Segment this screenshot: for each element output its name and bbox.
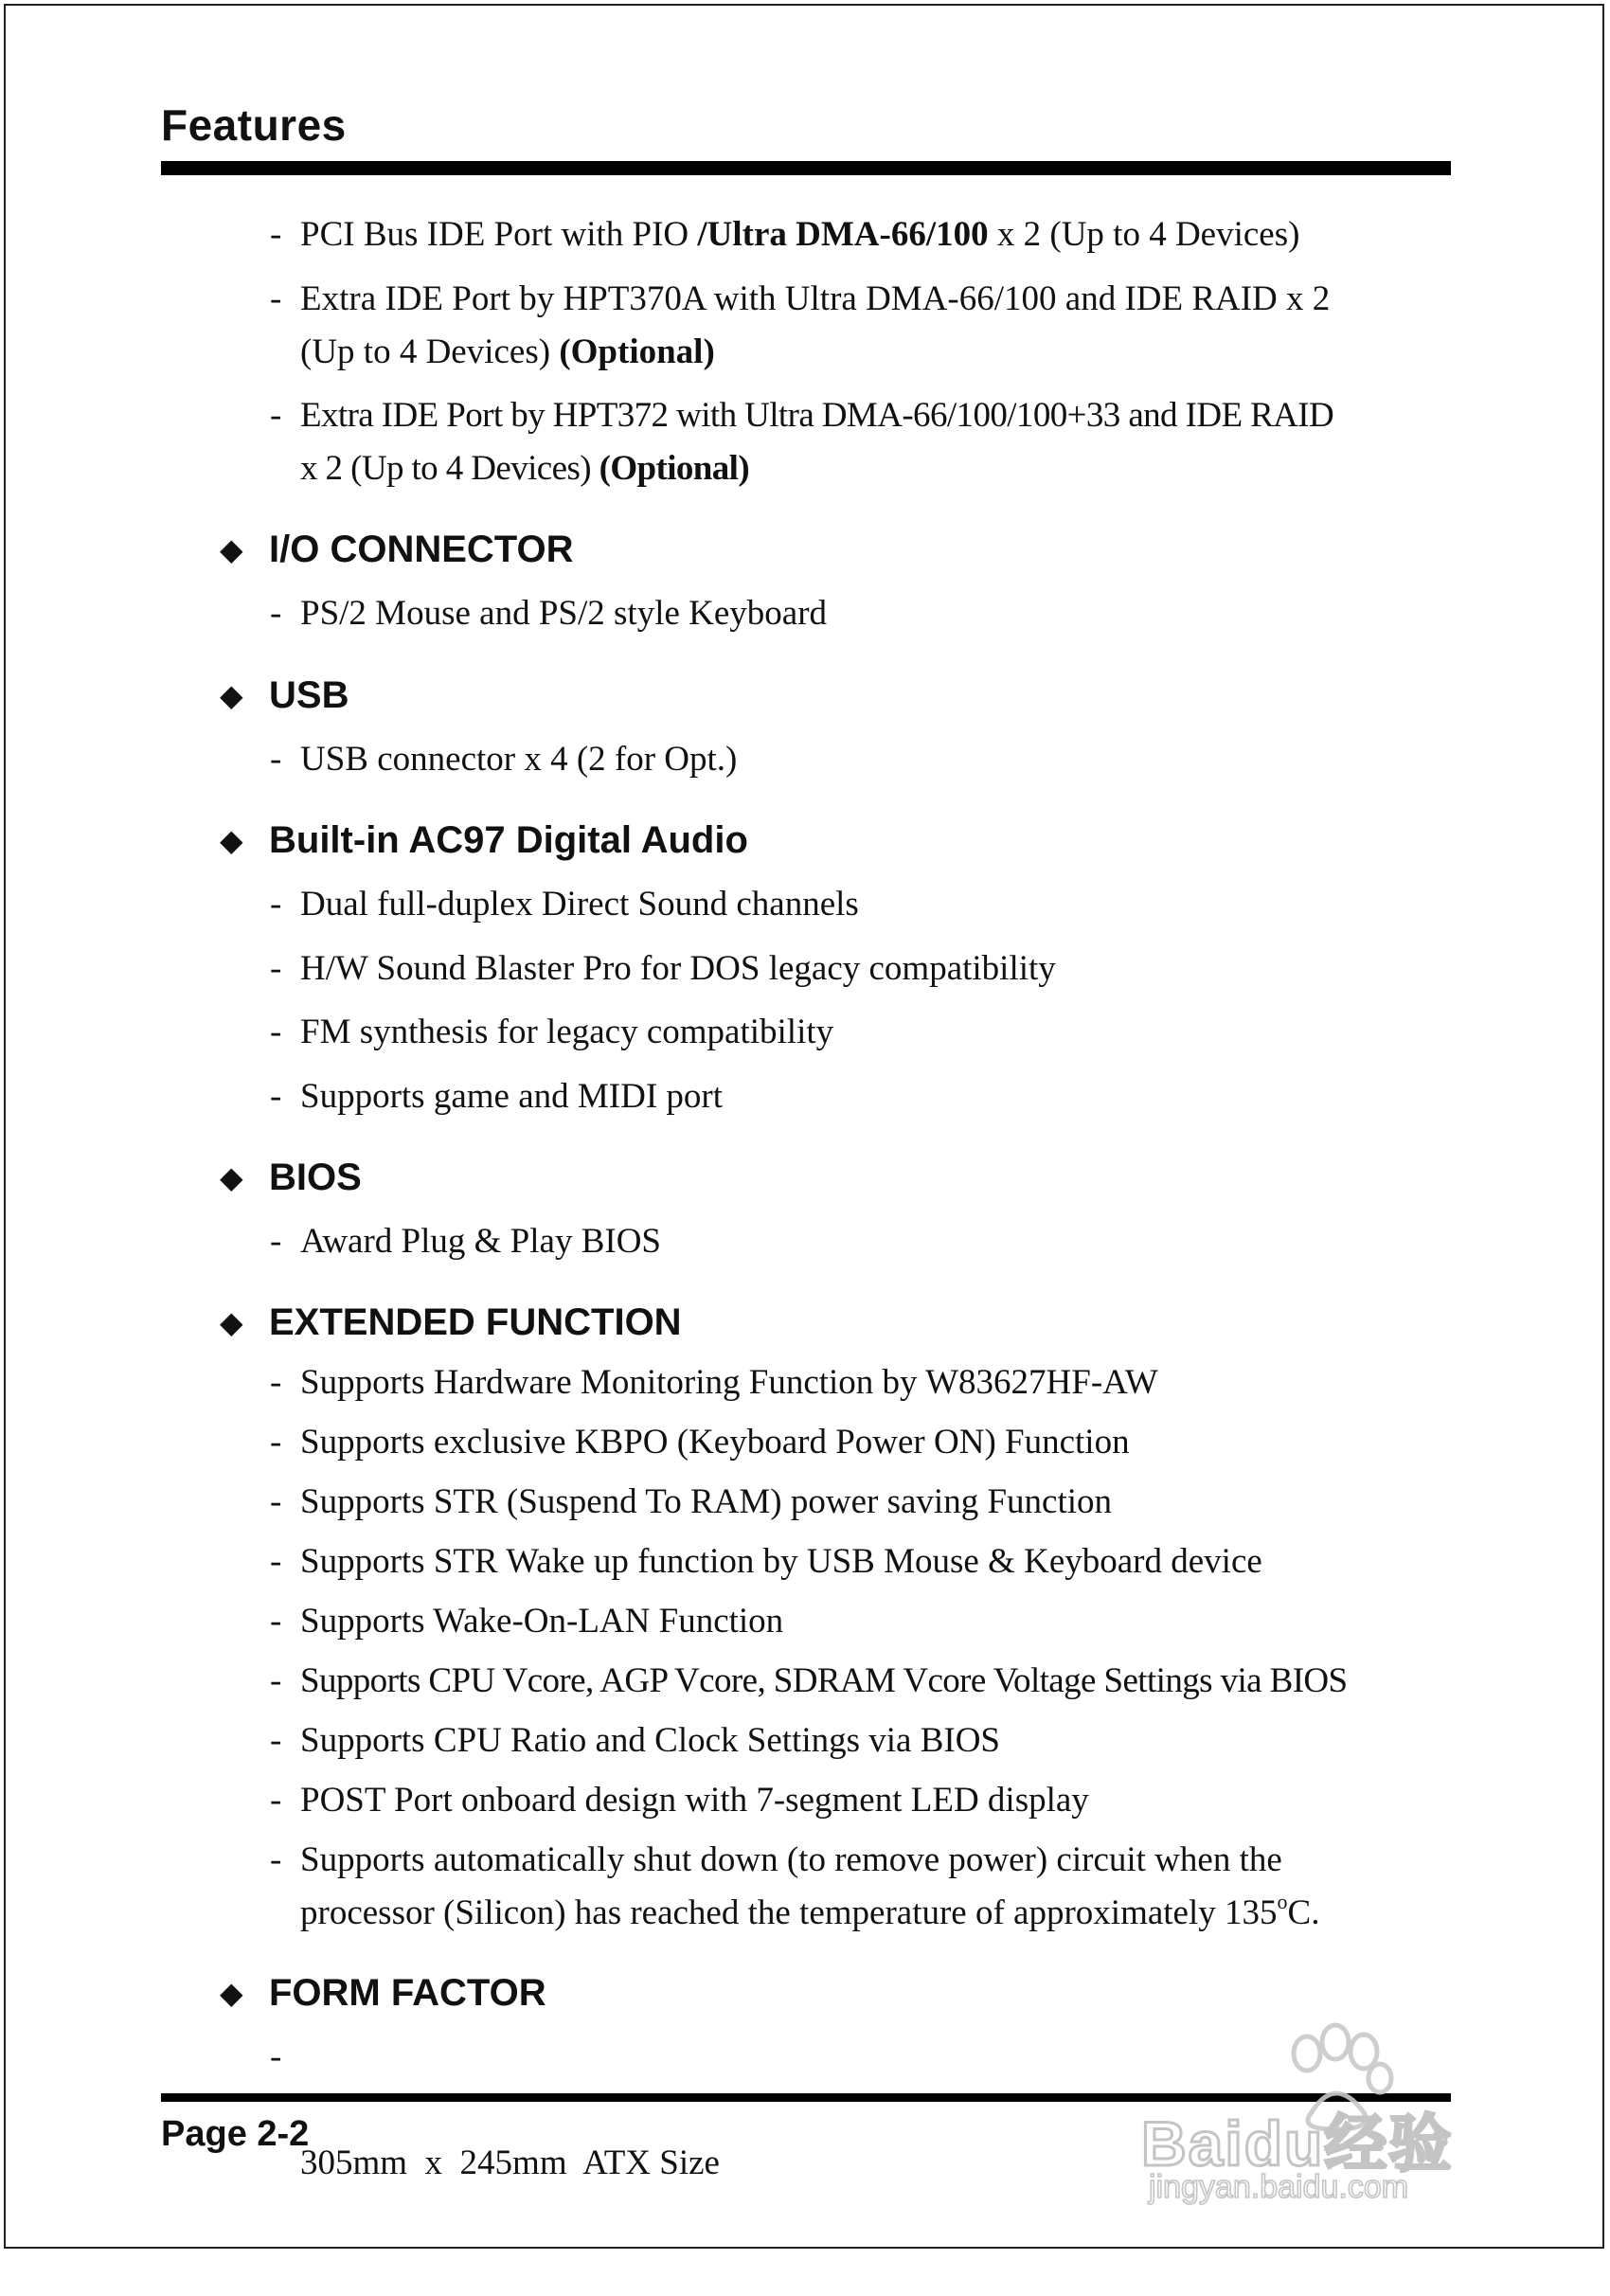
page-number: Page 2-2 [161, 2114, 310, 2154]
list-item: - Supports exclusive KBPO (Keyboard Power ON) Function [270, 1423, 1130, 1462]
list-item: - Supports Wake-On-LAN Function [270, 1602, 784, 1641]
diamond-bullet-icon: ◆ [220, 1305, 243, 1339]
watermark-brand: Baidu经验 [1141, 2108, 1454, 2179]
diamond-bullet-icon: ◆ [220, 532, 243, 566]
section-heading-form-factor: ◆ FORM FACTOR [220, 1969, 546, 2017]
list-item: - Supports Hardware Monitoring Function by W83627HF-AW [270, 1363, 1158, 1402]
diamond-bullet-icon: ◆ [220, 1976, 243, 2010]
section-heading-audio: ◆ Built-in AC97 Digital Audio [220, 816, 748, 864]
section-heading-extended-function: ◆ EXTENDED FUNCTION [220, 1299, 682, 1346]
list-item: - PS/2 Mouse and PS/2 style Keyboard [270, 594, 828, 633]
list-item: - Supports CPU Ratio and Clock Settings via BIOS [270, 1721, 1001, 1760]
list-item: - Award Plug & Play BIOS [270, 1222, 662, 1261]
baidu-watermark [1132, 2008, 1530, 2207]
list-item: - PCI Bus IDE Port with PIO /Ultra DMA-66/100 x 2 (Up to 4 Devices) [270, 215, 1300, 254]
list-item: - FM synthesis for legacy compatibility [270, 1013, 834, 1051]
list-item: - Supports game and MIDI port [270, 1077, 723, 1116]
section-heading-bios: ◆ BIOS [220, 1154, 362, 1201]
list-item: - H/W Sound Blaster Pro for DOS legacy compatibility [270, 949, 1056, 988]
diamond-bullet-icon: ◆ [220, 1160, 243, 1194]
list-item: - Extra IDE Port by HPT370A with Ultra DMA-66/100 and IDE RAID x 2 (Up to 4 Devices) (Optional) [270, 279, 1331, 371]
section-heading-usb: ◆ USB [220, 672, 349, 719]
diamond-bullet-icon: ◆ [220, 823, 243, 857]
list-item: - Supports automatically shut down (to remove power) circuit when the processor (Silicon) has reached the temperature of approximately 135$^o$C. [270, 1840, 1320, 1932]
list-item: - Supports STR Wake up function by USB Mouse & Keyboard device [270, 1542, 1262, 1581]
list-item: - Supports STR (Suspend To RAM) power saving Function [270, 1482, 1112, 1521]
list-item: - POST Port onboard design with 7-segment LED display [270, 1781, 1089, 1820]
list-item: - Extra IDE Port by HPT372 with Ultra DMA-66/100/100+33 and IDE RAID x 2 (Up to 4 Devices) (Optional) [270, 396, 1334, 488]
list-item: - Supports CPU Vcore, AGP Vcore, SDRAM Vcore Voltage Settings via BIOS [270, 1661, 1348, 1700]
list-item: - Dual full-duplex Direct Sound channels [270, 885, 859, 924]
list-item: - 305mm x 245mm ATX Size [270, 2037, 720, 2182]
diamond-bullet-icon: ◆ [220, 678, 243, 712]
page-title: Features [161, 100, 347, 150]
list-item: - USB connector x 4 (2 for Opt.) [270, 740, 738, 779]
section-heading-io-connector: ◆ I/O CONNECTOR [220, 526, 574, 573]
watermark-url: jingyan.baidu.com [1149, 2169, 1409, 2205]
